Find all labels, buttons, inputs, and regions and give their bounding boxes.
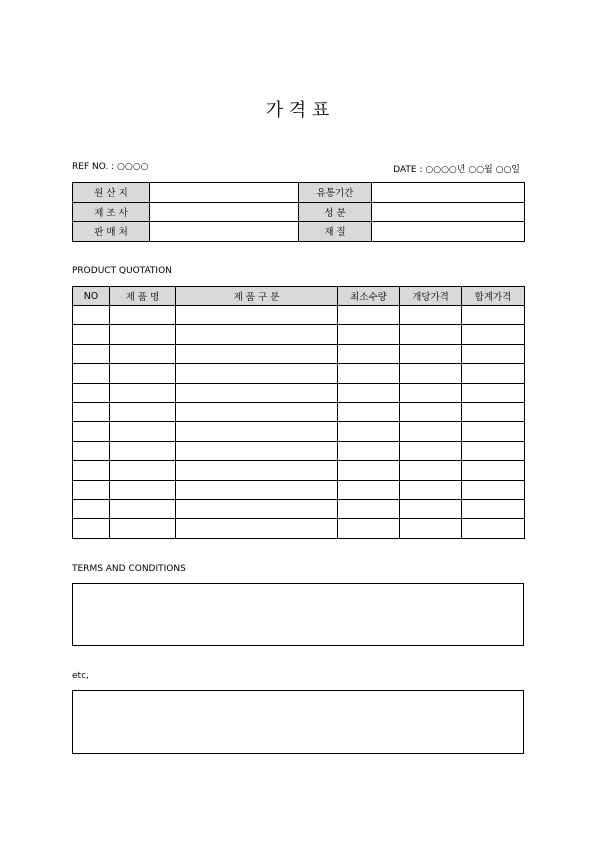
table-row bbox=[73, 519, 525, 538]
table-cell[interactable] bbox=[400, 306, 462, 325]
table-cell[interactable] bbox=[73, 364, 110, 383]
table-cell[interactable] bbox=[338, 480, 400, 499]
table-cell[interactable] bbox=[462, 344, 525, 363]
info-label-cell: 판 매 처 bbox=[73, 222, 150, 242]
table-cell[interactable] bbox=[338, 441, 400, 460]
column-header: NO bbox=[73, 287, 110, 306]
table-cell[interactable] bbox=[462, 383, 525, 402]
table-cell[interactable] bbox=[110, 344, 176, 363]
table-cell[interactable] bbox=[176, 344, 338, 363]
table-cell[interactable] bbox=[110, 383, 176, 402]
table-cell[interactable] bbox=[110, 480, 176, 499]
table-cell[interactable] bbox=[73, 402, 110, 421]
table-row bbox=[73, 364, 525, 383]
product-table-header bbox=[73, 287, 525, 306]
product-table bbox=[72, 286, 525, 539]
table-cell[interactable] bbox=[338, 364, 400, 383]
table-row bbox=[73, 441, 525, 460]
table-row bbox=[73, 383, 525, 402]
table-cell[interactable] bbox=[110, 306, 176, 325]
column-header: 개당가격 bbox=[400, 287, 462, 306]
column-header: 제 품 명 bbox=[110, 287, 176, 306]
table-cell[interactable] bbox=[462, 461, 525, 480]
table-cell[interactable] bbox=[462, 306, 525, 325]
table-cell[interactable] bbox=[462, 519, 525, 538]
table-cell[interactable] bbox=[110, 402, 176, 421]
table-cell[interactable] bbox=[110, 325, 176, 344]
table-cell[interactable] bbox=[110, 441, 176, 460]
table-cell[interactable] bbox=[110, 364, 176, 383]
info-value-cell[interactable] bbox=[372, 183, 525, 203]
table-row bbox=[73, 344, 525, 363]
table-cell[interactable] bbox=[73, 383, 110, 402]
column-header: 제 품 구 분 bbox=[176, 287, 338, 306]
table-cell[interactable] bbox=[176, 480, 338, 499]
info-value-cell[interactable] bbox=[372, 222, 525, 242]
table-cell[interactable] bbox=[176, 325, 338, 344]
table-cell[interactable] bbox=[462, 325, 525, 344]
info-value-cell[interactable] bbox=[372, 202, 525, 222]
etc-box[interactable] bbox=[72, 690, 524, 754]
table-cell[interactable] bbox=[462, 364, 525, 383]
table-cell[interactable] bbox=[400, 325, 462, 344]
table-cell[interactable] bbox=[400, 383, 462, 402]
table-cell[interactable] bbox=[400, 344, 462, 363]
terms-label: TERMS AND CONDITIONS bbox=[72, 564, 186, 574]
table-cell[interactable] bbox=[110, 461, 176, 480]
table-cell[interactable] bbox=[73, 344, 110, 363]
table-cell[interactable] bbox=[176, 422, 338, 441]
table-cell[interactable] bbox=[462, 480, 525, 499]
table-cell[interactable] bbox=[400, 402, 462, 421]
info-value-cell[interactable] bbox=[150, 222, 299, 242]
table-cell[interactable] bbox=[73, 441, 110, 460]
table-row bbox=[73, 306, 525, 325]
table-cell[interactable] bbox=[176, 461, 338, 480]
table-row bbox=[73, 325, 525, 344]
info-row bbox=[73, 202, 525, 222]
table-row bbox=[73, 499, 525, 518]
table-cell[interactable] bbox=[176, 383, 338, 402]
meta-row bbox=[72, 160, 524, 176]
table-row bbox=[73, 480, 525, 499]
table-cell[interactable] bbox=[338, 519, 400, 538]
table-cell[interactable] bbox=[176, 402, 338, 421]
table-cell[interactable] bbox=[338, 422, 400, 441]
table-cell[interactable] bbox=[176, 519, 338, 538]
table-cell[interactable] bbox=[73, 325, 110, 344]
table-cell[interactable] bbox=[338, 325, 400, 344]
table-cell[interactable] bbox=[400, 480, 462, 499]
table-cell[interactable] bbox=[400, 364, 462, 383]
table-cell[interactable] bbox=[400, 422, 462, 441]
info-label-cell: 제 조 사 bbox=[73, 202, 150, 222]
table-row bbox=[73, 461, 525, 480]
table-cell[interactable] bbox=[176, 441, 338, 460]
info-row bbox=[73, 183, 525, 203]
info-label-cell: 유통기간 bbox=[299, 183, 372, 203]
ref-number: REF NO. : ○○○○ bbox=[72, 162, 149, 172]
table-cell[interactable] bbox=[338, 306, 400, 325]
table-cell[interactable] bbox=[338, 344, 400, 363]
table-cell[interactable] bbox=[462, 402, 525, 421]
table-row bbox=[73, 402, 525, 421]
info-table bbox=[72, 182, 525, 242]
info-value-cell[interactable] bbox=[150, 183, 299, 203]
table-cell[interactable] bbox=[176, 306, 338, 325]
table-cell[interactable] bbox=[176, 364, 338, 383]
table-cell[interactable] bbox=[73, 480, 110, 499]
info-label-cell: 재 질 bbox=[299, 222, 372, 242]
table-cell[interactable] bbox=[110, 422, 176, 441]
table-cell[interactable] bbox=[338, 402, 400, 421]
info-label-cell: 성 분 bbox=[299, 202, 372, 222]
table-cell[interactable] bbox=[338, 499, 400, 518]
table-cell[interactable] bbox=[73, 499, 110, 518]
table-cell[interactable] bbox=[462, 441, 525, 460]
table-cell[interactable] bbox=[73, 422, 110, 441]
table-cell[interactable] bbox=[462, 422, 525, 441]
table-cell[interactable] bbox=[400, 499, 462, 518]
etc-label: etc, bbox=[72, 671, 89, 681]
table-cell[interactable] bbox=[338, 461, 400, 480]
info-row bbox=[73, 222, 525, 242]
info-label-cell: 원 산 지 bbox=[73, 183, 150, 203]
document-title: 가 격 표 bbox=[265, 100, 330, 121]
terms-box[interactable] bbox=[72, 583, 524, 646]
table-cell[interactable] bbox=[73, 519, 110, 538]
table-cell[interactable] bbox=[110, 499, 176, 518]
table-row bbox=[73, 422, 525, 441]
table-cell[interactable] bbox=[73, 461, 110, 480]
column-header: 합계가격 bbox=[462, 287, 525, 306]
table-cell[interactable] bbox=[110, 519, 176, 538]
document-date: DATE : ○○○○년 ○○월 ○○일 bbox=[393, 165, 520, 175]
table-cell[interactable] bbox=[176, 499, 338, 518]
product-section-label: PRODUCT QUOTATION bbox=[72, 266, 172, 276]
table-cell[interactable] bbox=[400, 441, 462, 460]
table-cell[interactable] bbox=[462, 499, 525, 518]
table-cell[interactable] bbox=[400, 519, 462, 538]
table-cell[interactable] bbox=[338, 383, 400, 402]
table-cell[interactable] bbox=[400, 461, 462, 480]
table-cell[interactable] bbox=[73, 306, 110, 325]
column-header: 최소수량 bbox=[338, 287, 400, 306]
info-value-cell[interactable] bbox=[150, 202, 299, 222]
